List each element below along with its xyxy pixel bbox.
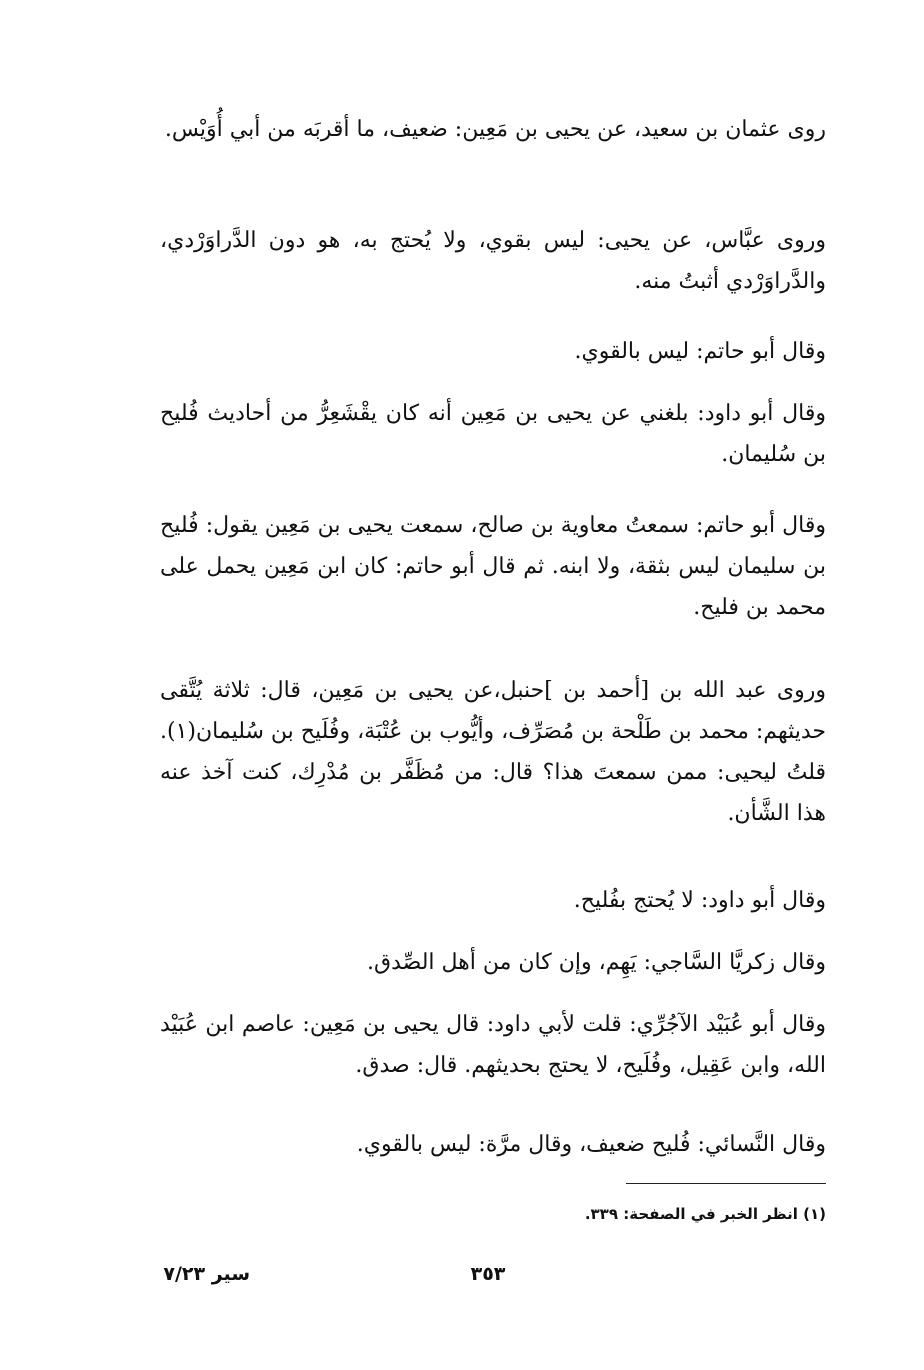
footnote: (١) انظر الخبر في الصفحة: ٣٣٩. [584, 1205, 826, 1223]
paragraph-6: وروى عبد الله بن [أحمد بن ]حنبل،عن يحيى بن مَعِين، قال: ثلاثة يُتَّقى حديثهم: محمد بن طَلْحة بن مُصَرِّف، وأيُّوب بن عُتْبَة، وفُلَيح بن سُليمان(١). قلتُ ليحيى: ممن سمعتَ هذا؟ قال: من مُظَفَّر بن مُدْرِك، كنت آخذ عنه هذا الشَّأن. [160, 678, 826, 826]
paragraph-8: وقال زكريَّا السَّاجي: يَهِم، وإن كان من أهل الصِّدق. [367, 950, 826, 975]
paragraph-1: روى عثمان بن سعيد، عن يحيى بن مَعِين: ضعيف، ما أقربَه من أبي أُوَيْس. [164, 117, 826, 142]
signature-mark: سير ٧/٢٣ [163, 1263, 250, 1285]
paragraph-10: وقال النَّسائي: فُليح ضعيف، وقال مرَّة: ليس بالقوي. [356, 1132, 826, 1157]
paragraph-9: وقال أبو عُبَيْد الآجُرِّي: قلت لأبي داود: قال يحيى بن مَعِين: عاصم ابن عُبَيْد الله، وابن عَقِيل، وفُلَيح، لا يحتج بحديثهم. قال: صدق. [160, 1012, 826, 1078]
paragraph-2: وروى عبَّاس، عن يحيى: ليس بقوي، ولا يُحتج به، هو دون الدَّراوَرْدي، والدَّراوَرْدي أثبتُ منه. [160, 228, 826, 294]
paragraph-3: وقال أبو حاتم: ليس بالقوي. [574, 339, 826, 364]
paragraph-5: وقال أبو حاتم: سمعتُ معاوية بن صالح، سمعت يحيى بن مَعِين يقول: فُليح بن سليمان ليس بثقة، ولا ابنه. ثم قال أبو حاتم: كان ابن مَعِين يحمل على محمد بن فليح. [160, 513, 826, 620]
footnote-divider [626, 1183, 826, 1184]
paragraph-7: وقال أبو داود: لا يُحتج بفُليح. [573, 888, 826, 913]
page-number: ٣٥٣ [470, 1263, 506, 1285]
paragraph-4: وقال أبو داود: بلغني عن يحيى بن مَعِين أنه كان يقْشَعِرُّ من أحاديث فُليح بن سُليمان. [160, 401, 826, 467]
